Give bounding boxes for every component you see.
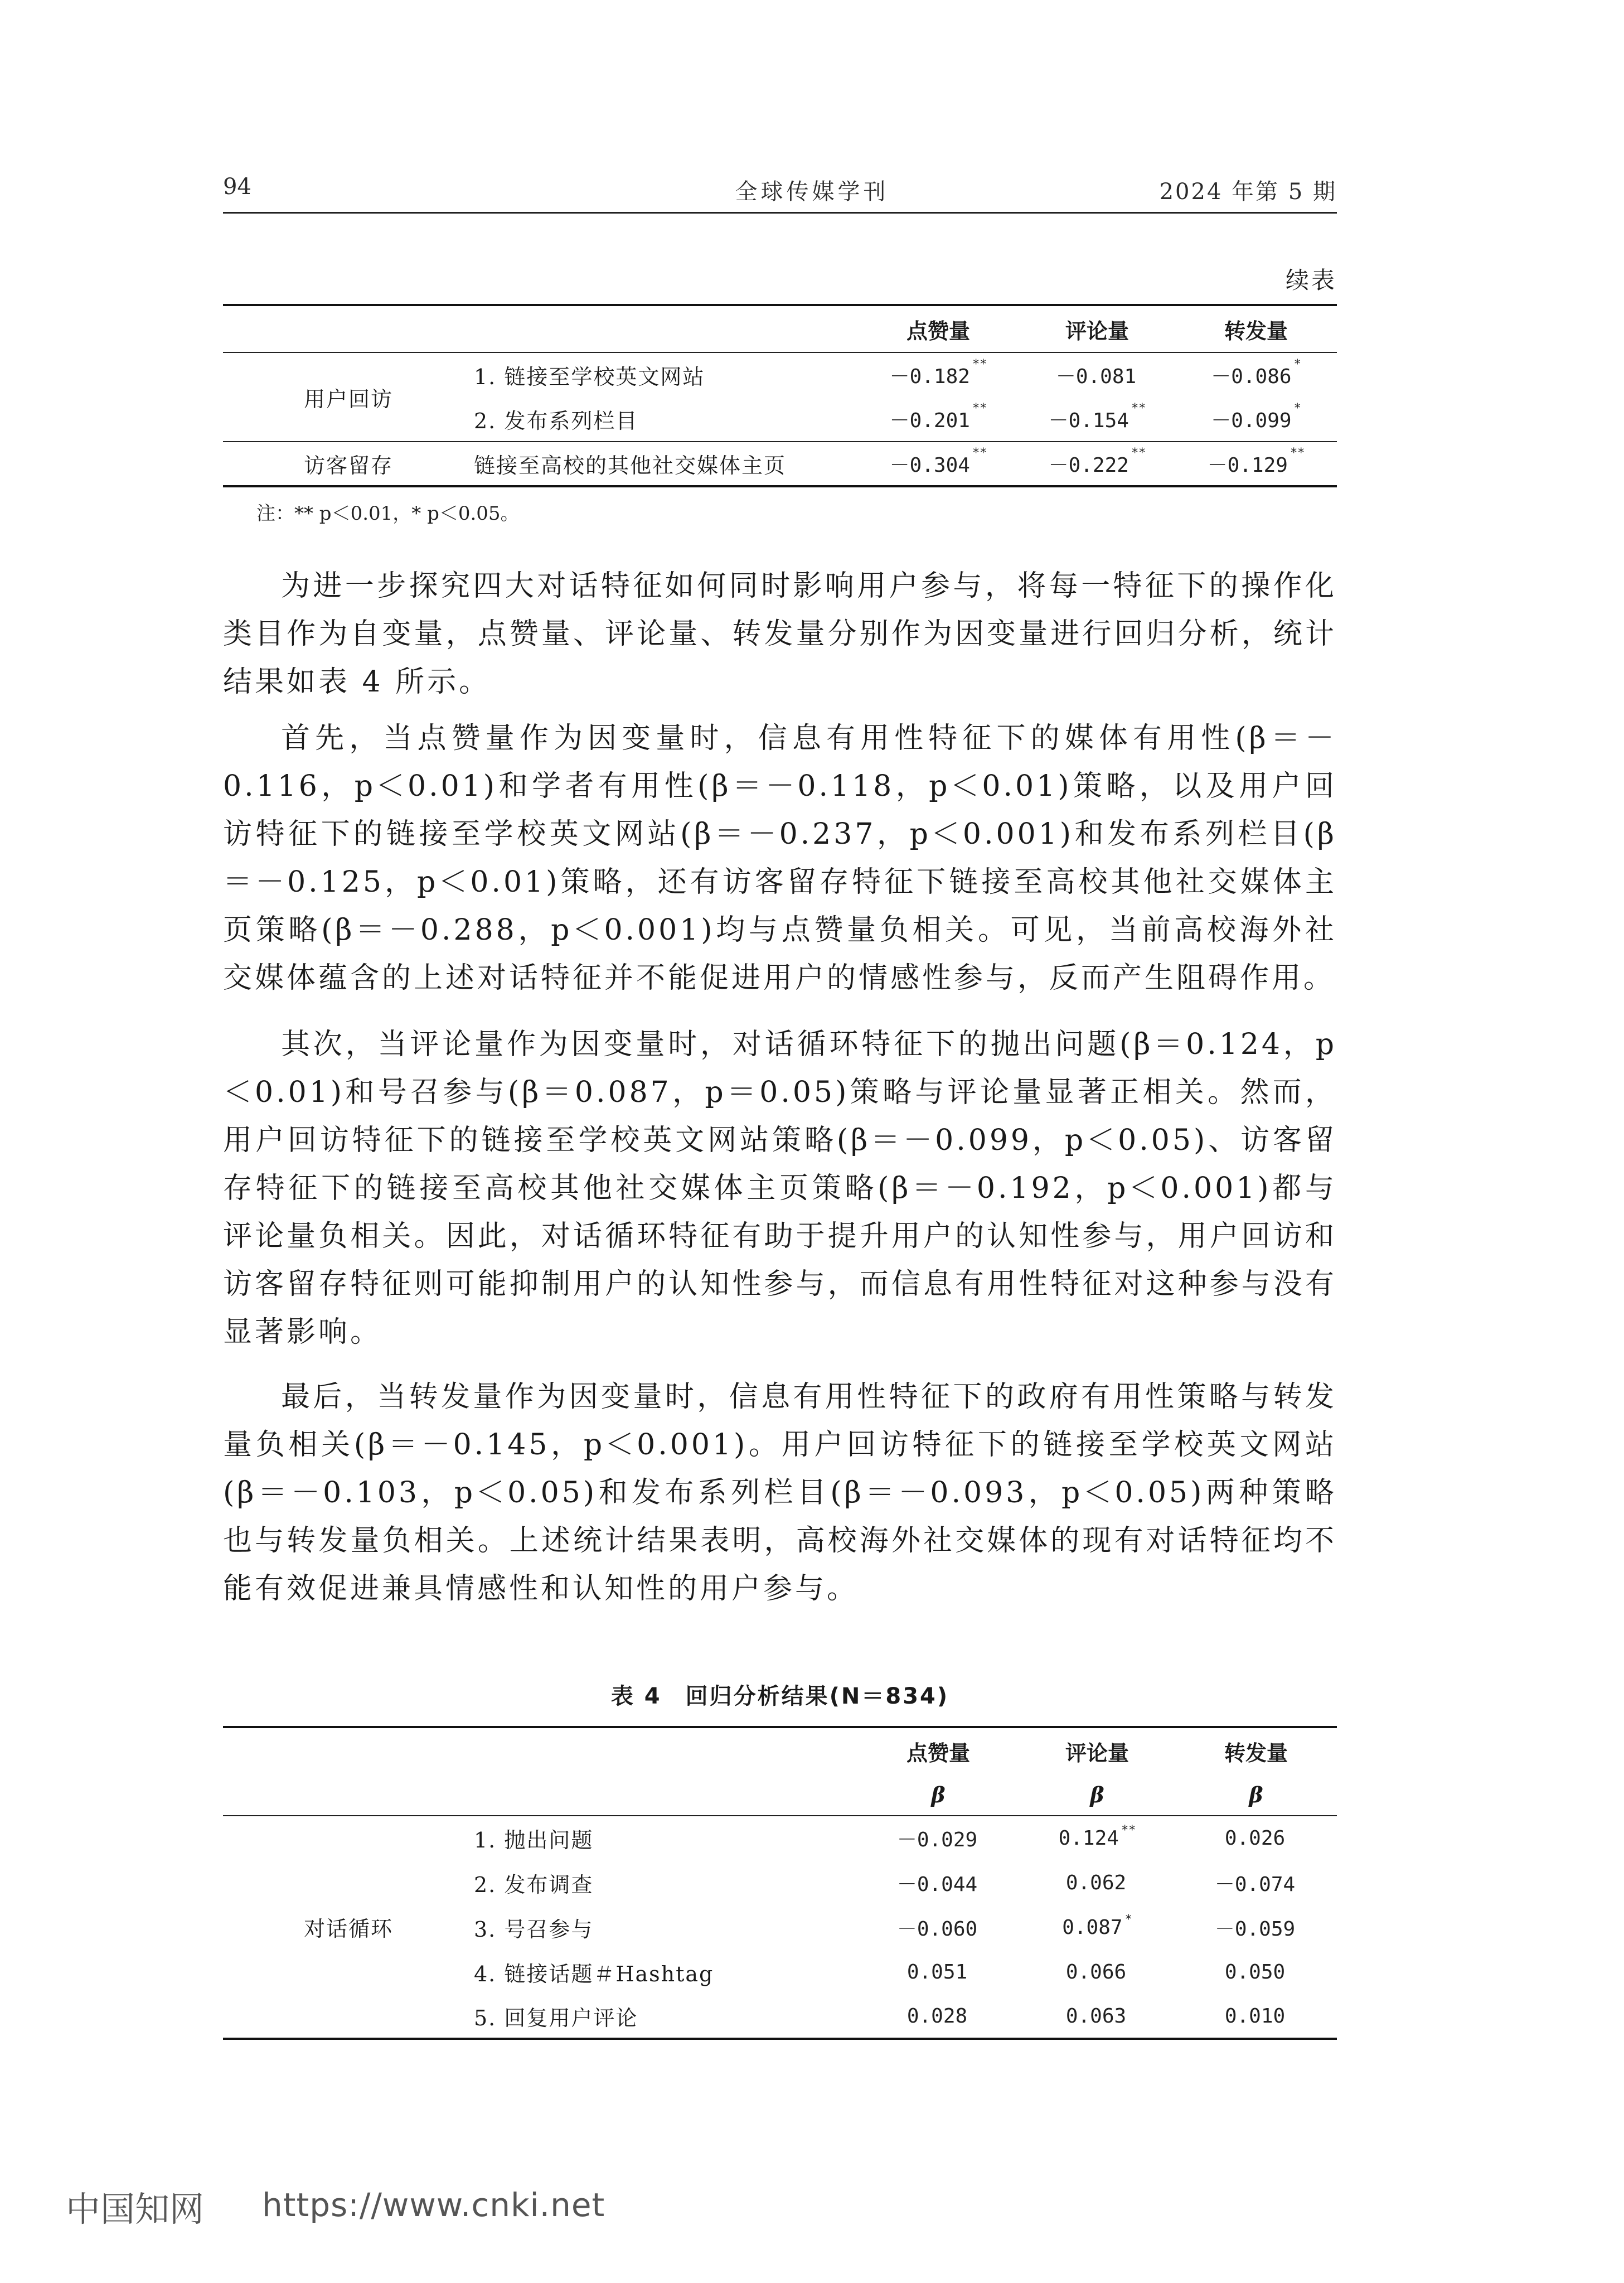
column-header: 点赞量: [906, 1740, 970, 1766]
beta-header: β: [1249, 1782, 1263, 1807]
column-header: 评论量: [1065, 1740, 1129, 1766]
column-header: 评论量: [1065, 318, 1129, 344]
category-label: 对话循环: [303, 1917, 393, 1941]
item-label: 1. 抛出问题: [474, 1828, 594, 1852]
table-4: [223, 1726, 1337, 2040]
table-row: [223, 442, 1337, 486]
cnki-logo: 中国知网: [66, 2189, 205, 2229]
item-label: 链接至高校的其他社交媒体主页: [474, 453, 787, 478]
table-4-caption: 表 4 回归分析结果(N＝834): [610, 1684, 949, 1709]
body-paragraph: 其次，当评论量作为因变量时，对话循环特征下的抛出问题(β＝0.124，p＜0.01)和号召参与(β＝0.087，p＝0.05)策略与评论量显著正相关。然而，用户回访特征下的链接至学校英文网站策略(β＝－0.099，p＜0.05)、访客留存特征下的链接至高校其他社交媒体主页策略(β＝－0.192，p＜0.001)都与评论量负相关。因此，对话循环特征有助于提升用户的认知性参与，用户回访和访客留存特征则可能抑制用户的认知性参与，而信息有用性特征对这种参与没有显著影响。: [223, 1028, 1337, 1349]
beta-header: β: [1090, 1782, 1104, 1807]
table-cell: －0.201**: [889, 402, 987, 432]
header-blank: [223, 305, 474, 352]
body-paragraph: 最后，当转发量作为因变量时，信息有用性特征下的政府有用性策略与转发量负相关(β＝－0.145，p＜0.001)。用户回访特征下的链接至学校英文网站(β＝－0.103，p＜0.05)和发布系列栏目(β＝－0.093，p＜0.05)两种策略也与转发量负相关。上述统计结果表明，高校海外社交媒体的现有对话特征均不能有效促进兼具情感性和认知性的用户参与。: [223, 1380, 1337, 1605]
header-rule: [223, 212, 1337, 214]
item-label: 5. 回复用户评论: [474, 2005, 638, 2030]
item-label: 3. 号召参与: [474, 1917, 594, 1942]
header-blank: [474, 1727, 857, 1774]
item-label: 1. 链接至学校英文网站: [474, 365, 705, 389]
beta-header: β: [931, 1782, 946, 1807]
table-cell: －0.060: [896, 1917, 978, 1941]
header-blank: [474, 305, 857, 352]
table-cell: 0.010: [1224, 2004, 1286, 2028]
table-cell: 0.087 *: [1062, 1912, 1132, 1939]
table-row: [223, 352, 1337, 397]
journal-name: 全球传媒学刊: [735, 179, 889, 205]
body-paragraph: 为进一步探究四大对话特征如何同时影响用户参与，将每一特征下的操作化类目作为自变量，点赞量、评论量、转发量分别作为因变量进行回归分析，统计结果如表 4 所示。: [223, 569, 1337, 699]
table-continued-caption: 续表: [1285, 267, 1337, 294]
table-cell: －0.222**: [1048, 446, 1146, 477]
table-cell: 0.124 **: [1058, 1824, 1136, 1850]
table-note: 注：** p＜0.01，* p＜0.05。: [256, 502, 520, 525]
header-blank: [223, 1774, 474, 1816]
table-cell: 0.051: [906, 1960, 968, 1984]
table-cell: 0.066: [1065, 1960, 1127, 1984]
table-cell: 0.050: [1224, 1960, 1286, 1984]
table-cell: －0.182**: [889, 357, 987, 388]
table-cell: －0.129**: [1207, 446, 1305, 477]
table-cell: －0.059: [1214, 1917, 1296, 1941]
table-cell: 0.062: [1065, 1871, 1127, 1894]
item-label: 4. 链接话题＃Hashtag: [474, 1961, 714, 1986]
table-cell: －0.086*: [1211, 357, 1301, 388]
issue-label: 2024 年第 5 期: [1159, 179, 1337, 205]
table-cell: －0.304**: [889, 446, 987, 477]
header-blank: [223, 1727, 474, 1774]
table-cell: 0.028: [906, 2004, 968, 2028]
column-header: 转发量: [1224, 1740, 1288, 1766]
table-cell: 0.026: [1224, 1827, 1286, 1850]
table-3-continued: [223, 304, 1337, 487]
table-cell: －0.099*: [1211, 402, 1301, 432]
page-number: 94: [223, 174, 251, 200]
item-label: 2. 发布系列栏目: [474, 409, 638, 433]
body-paragraph: 首先，当点赞量作为因变量时，信息有用性特征下的媒体有用性(β＝－0.116，p＜0.01)和学者有用性(β＝－0.118，p＜0.01)策略，以及用户回访特征下的链接至学校英文网站(β＝－0.237，p＜0.001)和发布系列栏目(β＝－0.125，p＜0.01)策略，还有访客留存特征下链接至高校其他社交媒体主页策略(β＝－0.288，p＜0.001)均与点赞量负相关。可见，当前高校海外社交媒体蕴含的上述对话特征并不能促进用户的情感性参与，反而产生阻碍作用。: [223, 722, 1337, 995]
category-label: 访客留存: [303, 453, 393, 478]
table-cell: －0.029: [896, 1829, 978, 1851]
table-cell: －0.044: [896, 1873, 978, 1896]
table-cell: 0.063: [1065, 2004, 1127, 2028]
table-row: [223, 1816, 1337, 1860]
category-label: 用户回访: [303, 386, 393, 412]
table-cell: －0.081: [1055, 365, 1137, 388]
item-label: 2. 发布调查: [474, 1872, 594, 1897]
column-header: 转发量: [1224, 318, 1288, 344]
header-blank: [474, 1774, 857, 1816]
table-cell: －0.154**: [1048, 402, 1146, 432]
column-header: 点赞量: [906, 318, 970, 344]
cnki-url: https://www.cnki.net: [262, 2186, 605, 2224]
table-cell: －0.074: [1214, 1873, 1296, 1896]
